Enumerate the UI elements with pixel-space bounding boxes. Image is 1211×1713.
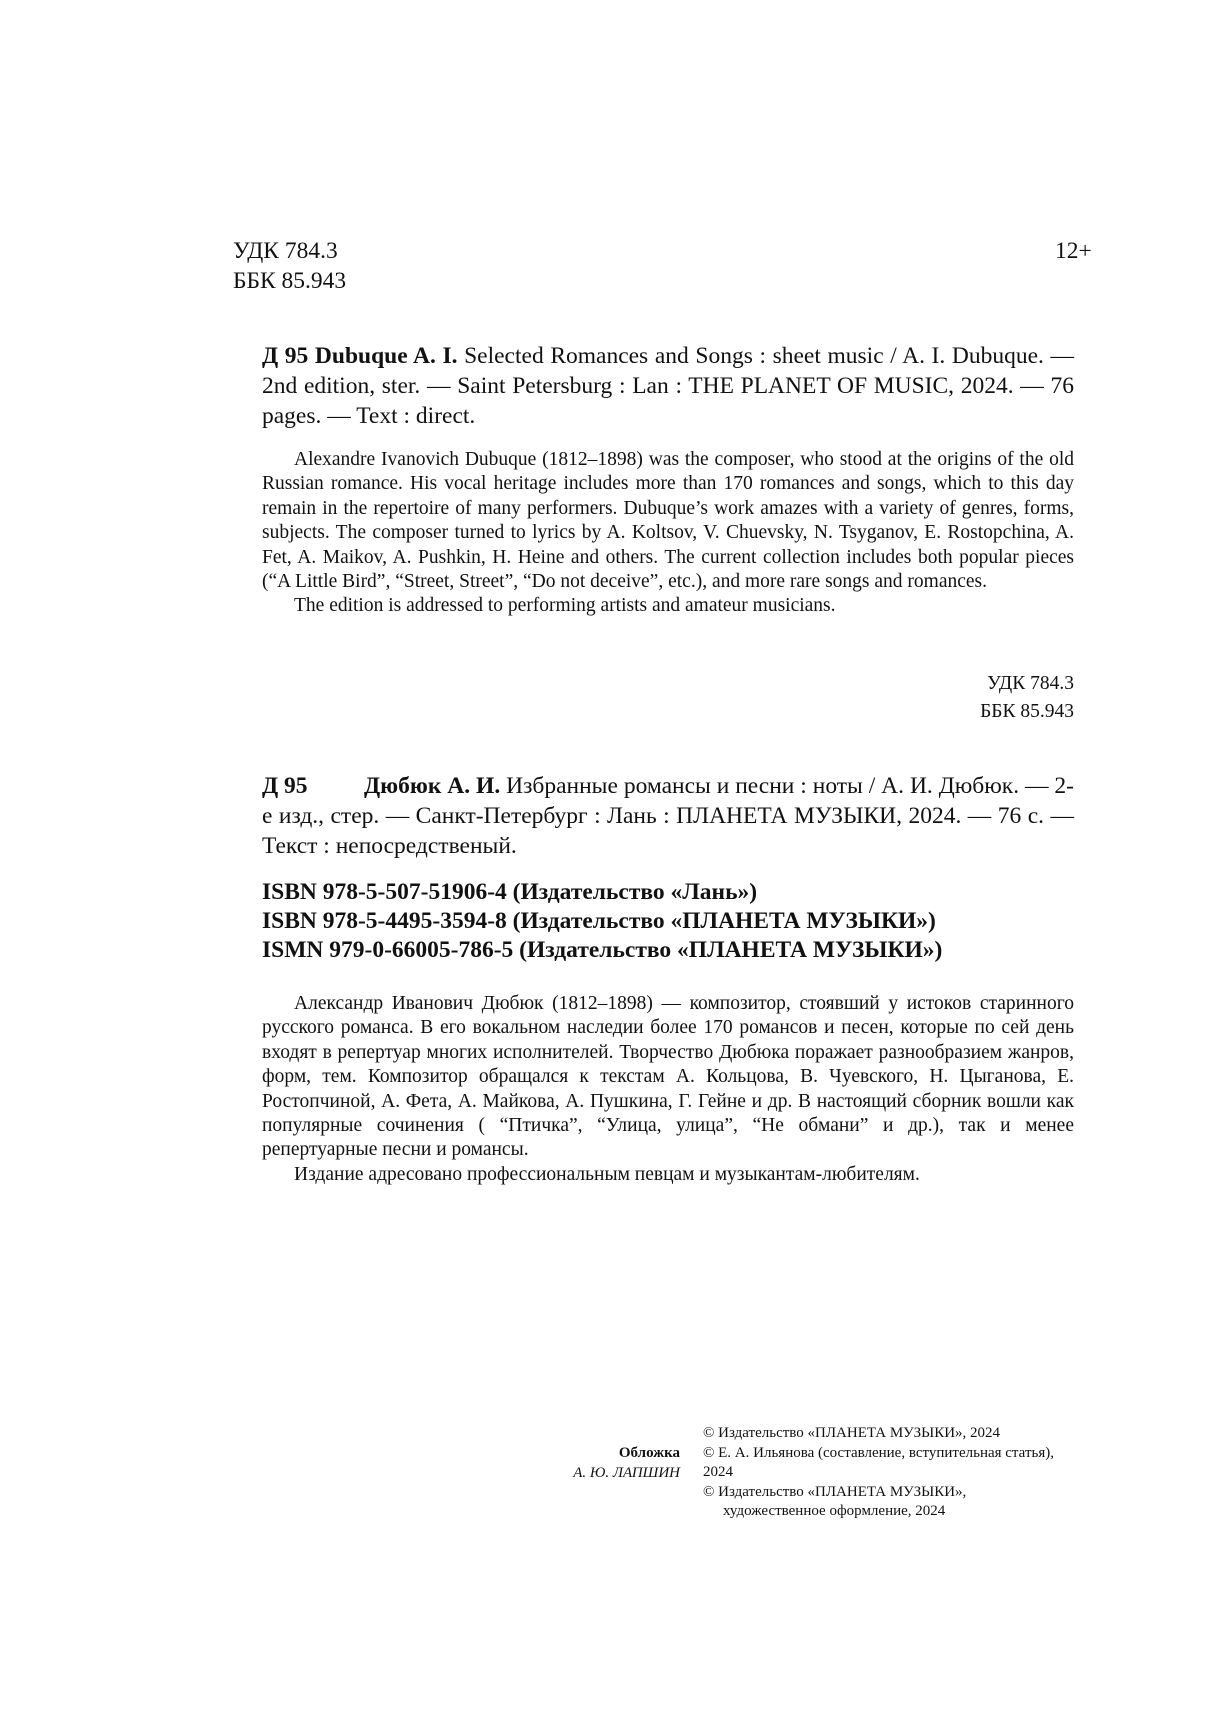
isbn-lan: ISBN 978-5-507-51906-4 (Издательство «Лань») (262, 879, 758, 905)
english-bbk: ББК 85.943 (980, 701, 1074, 722)
english-citation (262, 341, 1074, 431)
copyright-block (703, 1424, 1055, 1522)
russian-abstract-paragraph: Александр Иванович Дюбюк (1812–1898) — композитор, стоявший у истоков старинного русского романса. В его вокальном наследии более 170 романсов и песен, которые по сей день входят в репертуар многих исполнителей. Творчество Дюбюка поражает разнообразием жанров, форм, тем. Композитор обращался к текстам А. Кольцова, В. Чуевского, Н. Цыганова, Е. Ростопчиной, А. Фета, А. Майкова, А. Пушкина, Г. Гейне и др. В настоящий сборник вошли как популярные сочинения ( “Птичка”, “Улица, улица”, “Не обмани” и др.), так и менее репертуарные песни и романсы. (262, 993, 1074, 1161)
russian-author: Дюбюк А. И. (364, 773, 501, 799)
copyright-line: © Е. А. Ильянова (составление, вступительная статья), 2024 (703, 1444, 1054, 1480)
russian-citation (262, 771, 1074, 861)
copyright-line: © Издательство «ПЛАНЕТА МУЗЫКИ», (703, 1483, 967, 1500)
header-classification (233, 236, 346, 296)
russian-abstract (262, 992, 1074, 1187)
english-citation-text: Selected Romances and Songs : sheet music / A. I. Dubuque. — 2nd edition, ster. — Saint Petersburg : Lan : THE PLANET OF MUSIC, 2024. — 76 pages. — Text : direct. (262, 343, 1075, 429)
copyright-line: © Издательство «ПЛАНЕТА МУЗЫКИ», 2024 (703, 1425, 1001, 1441)
isbn-block (262, 878, 1074, 965)
age-rating: 12+ (1055, 238, 1092, 264)
english-abstract (262, 448, 1074, 619)
ismn-planeta: ISMN 979-0-66005-786-5 (Издательство «ПЛАНЕТА МУЗЫКИ») (262, 937, 943, 963)
copyright-line: художественное оформление, 2024 (723, 1503, 946, 1519)
english-abstract-paragraph: The edition is addressed to performing artists and amateur musicians. (294, 595, 836, 617)
russian-citation-text: Избранные романсы и песни : ноты / А. И. Дюбюк. — 2-е изд., стер. — Санкт-Петербург : Лань : ПЛАНЕТА МУЗЫКИ, 2024. — 76 с. — Текст : непосредственый. (262, 773, 1075, 859)
english-code: Д 95 (262, 343, 309, 369)
header-bbk: ББК 85.943 (233, 268, 347, 294)
russian-code: Д 95 (262, 773, 308, 799)
cover-artist: А. Ю. ЛАПШИН (573, 1464, 680, 1481)
cover-label: Обложка (618, 1445, 680, 1461)
isbn-planeta: ISBN 978-5-4495-3594-8 (Издательство «ПЛАНЕТА МУЗЫКИ») (262, 908, 936, 934)
russian-abstract-paragraph: Издание адресовано профессиональным певцам и музыкантам-любителям. (294, 1163, 920, 1185)
english-udk: УДК 784.3 (987, 673, 1074, 694)
cover-credit (500, 1444, 680, 1483)
header-udk: УДК 784.3 (233, 238, 338, 264)
english-author: Dubuque A. I. (314, 343, 458, 369)
english-abstract-paragraph: Alexandre Ivanovich Dubuque (1812–1898) was the composer, who stood at the origins of the old Russian romance. His vocal heritage includes more than 170 romances and songs, which to this day remain in the repertoire of many performers. Dubuque’s work amazes with a variety of genres, forms, subjects. The composer turned to lyrics by A. Koltsov, V. Chuevsky, N. Tsyganov, E. Rostopchina, A. Fet, A. Maikov, A. Pushkin, H. Heine and others. The current collection includes both popular pieces (“A Little Bird”, “Street, Street”, “Do not deceive”, etc.), and more rare songs and romances. (262, 449, 1074, 593)
english-classification (900, 670, 1074, 726)
